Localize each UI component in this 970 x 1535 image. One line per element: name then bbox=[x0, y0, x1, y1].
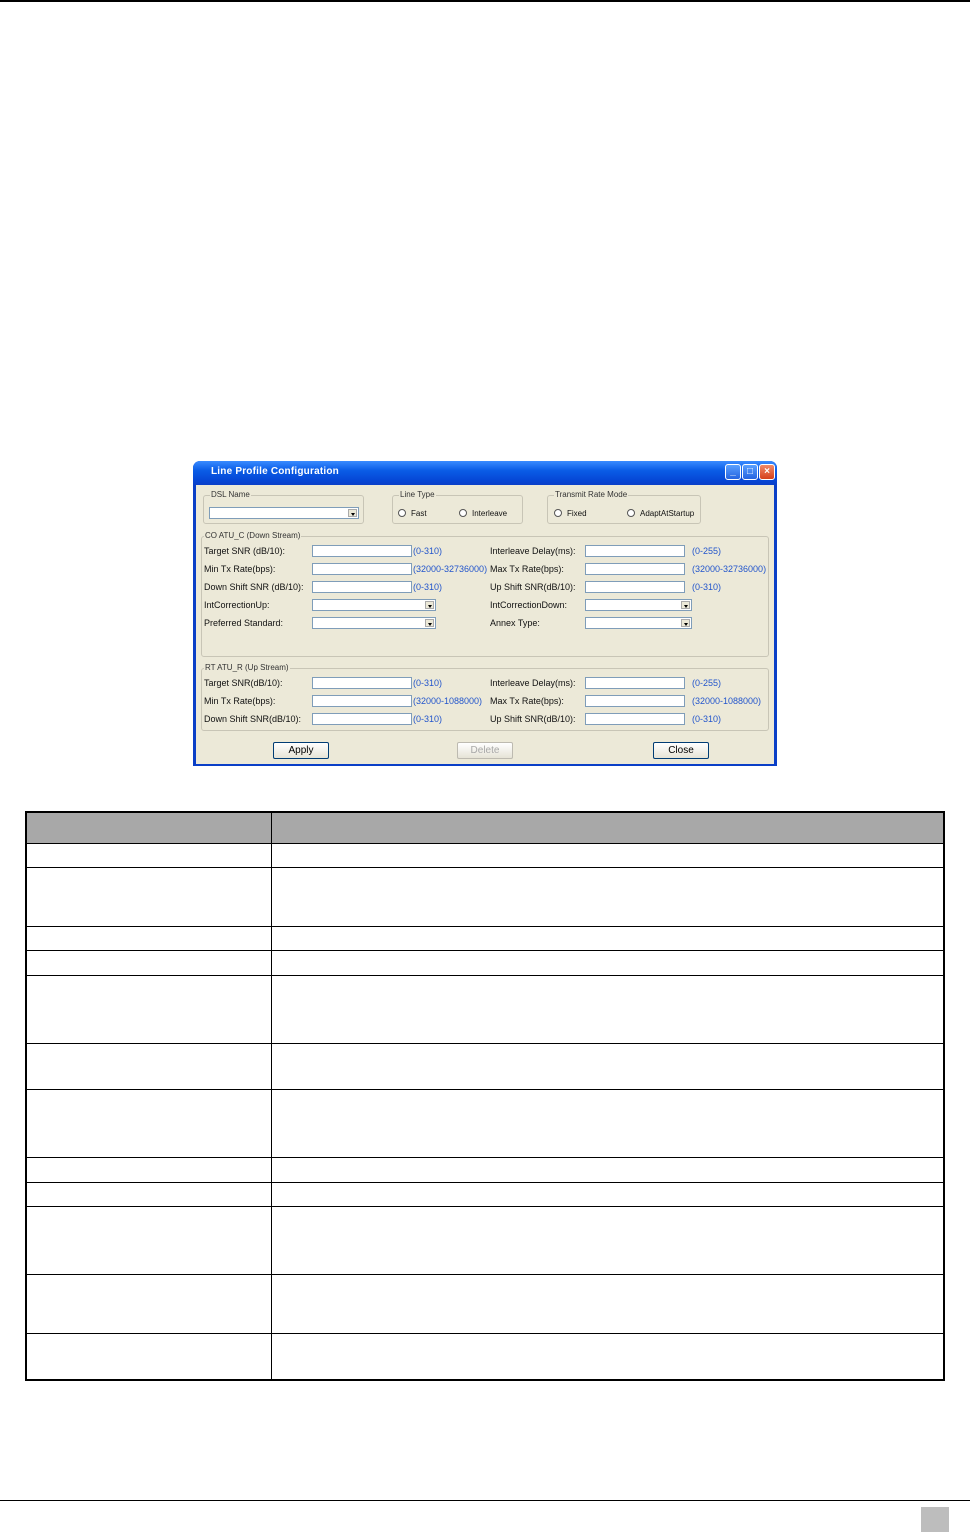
table-row bbox=[26, 868, 944, 927]
table-cell bbox=[272, 1334, 945, 1380]
minimize-icon[interactable]: _ bbox=[725, 464, 741, 480]
us-up-shift-snr-label: Up Shift SNR(dB/10): bbox=[490, 714, 576, 724]
ds-int-correction-down-label: IntCorrectionDown: bbox=[490, 600, 568, 610]
chevron-down-icon bbox=[425, 601, 434, 609]
ds-down-shift-snr-range: (0-310) bbox=[413, 582, 443, 592]
us-interleave-delay-label: Interleave Delay(ms): bbox=[490, 678, 576, 688]
table-cell bbox=[26, 927, 272, 951]
table-cell bbox=[272, 1090, 945, 1158]
ds-min-tx-rate-input[interactable] bbox=[312, 563, 412, 575]
ds-interleave-delay-label: Interleave Delay(ms): bbox=[490, 546, 576, 556]
us-down-shift-snr-input[interactable] bbox=[312, 713, 412, 725]
ds-target-snr-input[interactable] bbox=[312, 545, 412, 557]
table-cell bbox=[272, 844, 945, 868]
us-target-snr-range: (0-310) bbox=[413, 678, 443, 688]
table-cell bbox=[272, 1207, 945, 1275]
table-row bbox=[26, 1334, 944, 1380]
us-interleave-delay-range: (0-255) bbox=[692, 678, 722, 688]
ds-target-snr-label: Target SNR (dB/10): bbox=[204, 546, 286, 556]
ds-interleave-delay-range: (0-255) bbox=[692, 546, 722, 556]
page-bottom-rule bbox=[0, 1500, 970, 1501]
table-cell bbox=[26, 1207, 272, 1275]
table-row bbox=[26, 1044, 944, 1090]
chevron-down-icon bbox=[681, 619, 690, 627]
table-row bbox=[26, 1183, 944, 1207]
table-row bbox=[26, 976, 944, 1044]
table-cell bbox=[272, 1183, 945, 1207]
table-row bbox=[26, 951, 944, 976]
table-cell bbox=[26, 951, 272, 976]
radio-fixed-label: Fixed bbox=[567, 509, 587, 518]
close-button[interactable]: Close bbox=[653, 742, 709, 759]
transmit-rate-mode-label: Transmit Rate Mode bbox=[555, 490, 628, 499]
ds-max-tx-rate-input[interactable] bbox=[585, 563, 685, 575]
ds-int-correction-up-select[interactable] bbox=[312, 599, 436, 611]
dsl-name-label: DSL Name bbox=[211, 490, 250, 499]
chevron-down-icon bbox=[348, 509, 357, 517]
radio-interleave-label: Interleave bbox=[472, 509, 508, 518]
line-type-label: Line Type bbox=[400, 490, 435, 499]
upstream-label: RT ATU_R (Up Stream) bbox=[205, 663, 289, 672]
us-min-tx-rate-input[interactable] bbox=[312, 695, 412, 707]
apply-button[interactable]: Apply bbox=[273, 742, 329, 759]
ds-max-tx-rate-range: (32000-32736000) bbox=[692, 564, 767, 574]
title-bar[interactable] bbox=[193, 461, 777, 485]
table-header-cell bbox=[272, 812, 945, 844]
ds-target-snr-range: (0-310) bbox=[413, 546, 443, 556]
us-min-tx-rate-label: Min Tx Rate(bps): bbox=[204, 696, 276, 706]
us-max-tx-rate-label: Max Tx Rate(bps): bbox=[490, 696, 564, 706]
line-type-group bbox=[392, 490, 523, 524]
close-icon[interactable]: × bbox=[759, 464, 775, 480]
table-cell bbox=[26, 1090, 272, 1158]
table-cell bbox=[26, 1275, 272, 1334]
us-down-shift-snr-label: Down Shift SNR(dB/10): bbox=[204, 714, 302, 724]
us-interleave-delay-input[interactable] bbox=[585, 677, 685, 689]
radio-interleave[interactable] bbox=[459, 509, 467, 517]
table-header-row bbox=[26, 812, 944, 844]
radio-adapt-at-startup-label: AdaptAtStartup bbox=[640, 509, 695, 518]
dialog-title: Line Profile Configuration bbox=[211, 466, 339, 477]
table-row bbox=[26, 1090, 944, 1158]
us-up-shift-snr-input[interactable] bbox=[585, 713, 685, 725]
table-cell bbox=[272, 927, 945, 951]
us-target-snr-label: Target SNR(dB/10): bbox=[204, 678, 283, 688]
table-row bbox=[26, 1158, 944, 1183]
us-down-shift-snr-range: (0-310) bbox=[413, 714, 443, 724]
ds-min-tx-rate-label: Min Tx Rate(bps): bbox=[204, 564, 276, 574]
transmit-rate-mode-group bbox=[547, 490, 701, 524]
dialog-client-area bbox=[196, 485, 774, 764]
ds-int-correction-up-label: IntCorrectionUp: bbox=[204, 600, 270, 610]
table-cell bbox=[272, 868, 945, 927]
table-cell bbox=[26, 1334, 272, 1380]
table-row bbox=[26, 844, 944, 868]
dsl-name-select[interactable] bbox=[209, 507, 359, 519]
ds-up-shift-snr-range: (0-310) bbox=[692, 582, 722, 592]
ds-int-correction-down-select[interactable] bbox=[585, 599, 692, 611]
table-cell bbox=[26, 1183, 272, 1207]
radio-fast[interactable] bbox=[398, 509, 406, 517]
ds-preferred-standard-select[interactable] bbox=[312, 617, 436, 629]
table-cell bbox=[26, 1158, 272, 1183]
ds-annex-type-select[interactable] bbox=[585, 617, 692, 629]
table-row bbox=[26, 927, 944, 951]
dsl-name-group bbox=[203, 490, 364, 524]
table-cell bbox=[272, 976, 945, 1044]
ds-annex-type-label: Annex Type: bbox=[490, 618, 540, 628]
table-cell bbox=[26, 844, 272, 868]
maximize-icon[interactable]: □ bbox=[742, 464, 758, 480]
ds-min-tx-rate-range: (32000-32736000) bbox=[413, 564, 488, 574]
us-target-snr-input[interactable] bbox=[312, 677, 412, 689]
page-number-box bbox=[921, 1507, 949, 1532]
table-row bbox=[26, 1275, 944, 1334]
table-cell bbox=[26, 1044, 272, 1090]
table-cell bbox=[272, 1158, 945, 1183]
delete-button[interactable]: Delete bbox=[457, 742, 513, 759]
radio-adapt-at-startup[interactable] bbox=[627, 509, 635, 517]
page-top-rule bbox=[0, 0, 970, 2]
line-profile-dialog bbox=[193, 461, 777, 766]
table-header-cell bbox=[26, 812, 272, 844]
table-cell bbox=[272, 1044, 945, 1090]
chevron-down-icon bbox=[681, 601, 690, 609]
us-up-shift-snr-range: (0-310) bbox=[692, 714, 722, 724]
table-row bbox=[26, 1207, 944, 1275]
ds-up-shift-snr-label: Up Shift SNR(dB/10): bbox=[490, 582, 576, 592]
ds-interleave-delay-input[interactable] bbox=[585, 545, 685, 557]
radio-fixed[interactable] bbox=[554, 509, 562, 517]
ds-preferred-standard-label: Preferred Standard: bbox=[204, 618, 284, 628]
ds-down-shift-snr-label: Down Shift SNR (dB/10): bbox=[204, 582, 304, 592]
table-cell bbox=[26, 868, 272, 927]
parameter-table bbox=[25, 811, 945, 1381]
downstream-label: CO ATU_C (Down Stream) bbox=[205, 531, 301, 540]
table-cell bbox=[26, 976, 272, 1044]
us-max-tx-rate-input[interactable] bbox=[585, 695, 685, 707]
us-max-tx-rate-range: (32000-1088000) bbox=[692, 696, 762, 706]
us-min-tx-rate-range: (32000-1088000) bbox=[413, 696, 483, 706]
chevron-down-icon bbox=[425, 619, 434, 627]
ds-max-tx-rate-label: Max Tx Rate(bps): bbox=[490, 564, 564, 574]
radio-fast-label: Fast bbox=[411, 509, 427, 518]
ds-down-shift-snr-input[interactable] bbox=[312, 581, 412, 593]
table-cell bbox=[272, 1275, 945, 1334]
table-cell bbox=[272, 951, 945, 976]
ds-up-shift-snr-input[interactable] bbox=[585, 581, 685, 593]
